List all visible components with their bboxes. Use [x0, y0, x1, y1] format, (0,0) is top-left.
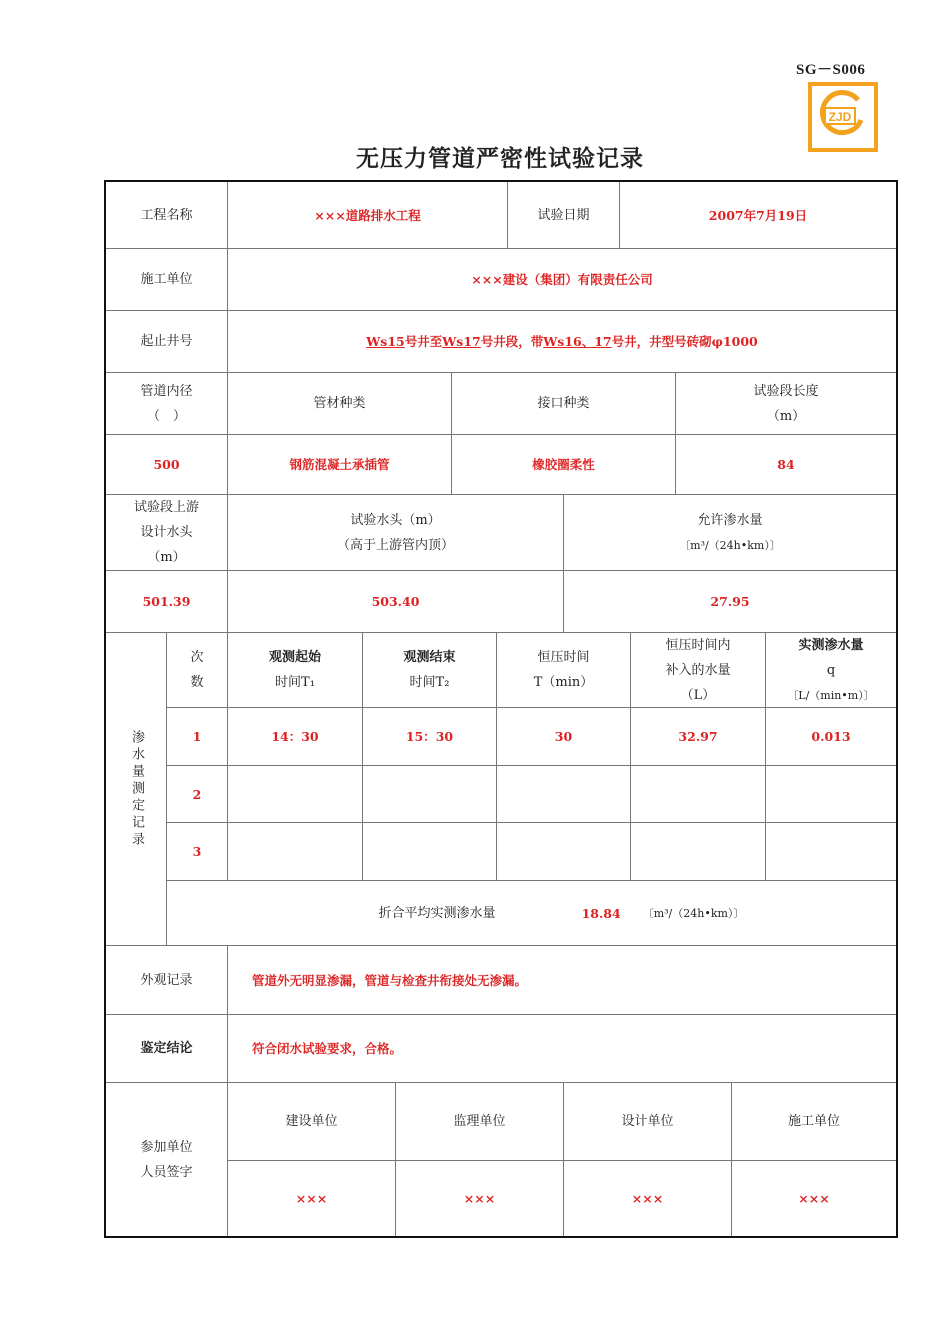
- measured-seepage-header-2: q: [826, 662, 836, 678]
- added-water-header-3: （L）: [680, 687, 716, 703]
- test-length-label: [676, 373, 896, 435]
- construction-unit-label: 施工单位: [106, 249, 228, 311]
- well-middle: Ws16、17: [543, 334, 612, 349]
- times-header-1: 次: [190, 650, 204, 665]
- joint-type-label: 接口种类: [452, 373, 676, 435]
- average-seepage-value: 18.84: [581, 905, 621, 921]
- row-1-constant-time: 30: [497, 708, 631, 766]
- inner-diameter-unit: （ ）: [146, 408, 186, 424]
- row-2-start-time: [228, 766, 363, 823]
- average-seepage-unit: 〔m³/（24h•km）〕: [642, 906, 745, 920]
- average-seepage-label: 折合平均实测渗水量: [378, 905, 496, 921]
- row-1-measured-seepage: 0.013: [766, 708, 896, 766]
- signature-label: [106, 1083, 228, 1236]
- inner-diameter-label: [106, 373, 228, 435]
- test-length-label-text: 试验段长度: [753, 383, 819, 399]
- upstream-head-unit: （m）: [147, 550, 186, 565]
- added-water-header: [631, 633, 766, 708]
- row-2-added-water: [631, 766, 766, 823]
- joint-type-value: 橡胶圈柔性: [452, 435, 676, 495]
- row-1-end-time: 15：30: [363, 708, 497, 766]
- well-number-label: 起止井号: [106, 311, 228, 373]
- added-water-header-1: 恒压时间内: [665, 637, 731, 653]
- test-head-label-text: 试验水头（m）: [350, 512, 441, 528]
- allowed-seepage-label: [564, 495, 896, 571]
- document-code: SG－S006: [796, 62, 866, 78]
- upstream-head-label-1: 试验段上游: [133, 500, 199, 515]
- signature-label-2: 人员签字: [140, 1164, 193, 1180]
- well-text-1: 号井至: [404, 334, 443, 349]
- constant-time-header-2: T（min）: [533, 675, 594, 690]
- row-1-number: 1: [167, 708, 228, 766]
- start-time-header-2: 时间T₁: [275, 675, 315, 690]
- average-seepage-row: [167, 881, 896, 946]
- allowed-seepage-label-text: 允许渗水量: [697, 512, 763, 528]
- constant-time-header: [497, 633, 631, 708]
- start-time-header: [228, 633, 363, 708]
- row-1-start-time: 14：30: [228, 708, 363, 766]
- well-number-value: [228, 311, 896, 373]
- appearance-value: 管道外无明显渗漏，管道与检查井衔接处无渗漏。: [228, 946, 896, 1015]
- upstream-head-label: [106, 495, 228, 571]
- row-2-constant-time: [497, 766, 631, 823]
- sign-unit-1-signer: ×××: [228, 1161, 396, 1236]
- start-time-header-1: 观测起始: [268, 650, 321, 665]
- times-header-2: 数: [190, 675, 204, 690]
- upstream-head-label-2: 设计水头: [140, 525, 193, 540]
- project-name-label: 工程名称: [106, 182, 228, 249]
- allowed-seepage-unit: 〔m³/（24h•km）〕: [679, 538, 781, 552]
- page-title: 无压力管道严密性试验记录: [356, 146, 644, 172]
- added-water-header-2: 补入的水量: [665, 662, 731, 678]
- signature-label-1: 参加单位: [140, 1139, 193, 1155]
- measured-seepage-header: [766, 633, 896, 708]
- pipe-material-label: 管材种类: [228, 373, 452, 435]
- logo-text: ZJD: [828, 110, 852, 124]
- construction-unit-value: ×××建设（集团）有限责任公司: [228, 249, 896, 311]
- sign-unit-4-name: 施工单位: [732, 1083, 896, 1161]
- end-time-header-2: 时间T₂: [409, 675, 450, 690]
- seepage-measure-side-label: [106, 633, 167, 946]
- appearance-label: 外观记录: [106, 946, 228, 1015]
- row-3-measured-seepage: [766, 823, 896, 881]
- project-name-value: ×××道路排水工程: [228, 182, 508, 249]
- test-length-unit: （m）: [766, 408, 806, 424]
- verdict-label: 鉴定结论: [106, 1015, 228, 1083]
- measured-seepage-header-3: 〔L/（min•m）〕: [787, 688, 875, 702]
- allowed-seepage-value: 27.95: [564, 571, 896, 633]
- row-2-number: 2: [167, 766, 228, 823]
- test-length-value: 84: [676, 435, 896, 495]
- end-time-header-1: 观测结束: [403, 650, 456, 665]
- sign-unit-3-signer: ×××: [564, 1161, 732, 1236]
- well-text-2: 号井段，带: [480, 334, 544, 349]
- row-2-measured-seepage: [766, 766, 896, 823]
- row-2-end-time: [363, 766, 497, 823]
- test-head-value: 503.40: [228, 571, 564, 633]
- seepage-measure-side-text: 渗水量测定记录: [129, 729, 144, 849]
- sign-unit-4-signer: ×××: [798, 1191, 830, 1206]
- measured-seepage-header-1: 实测渗水量: [798, 637, 864, 653]
- test-date-value: 2007年7月19日: [620, 182, 896, 249]
- row-3-number: 3: [167, 823, 228, 881]
- test-date-label: 试验日期: [508, 182, 620, 249]
- constant-time-header-1: 恒压时间: [537, 650, 590, 665]
- well-end: Ws17: [442, 334, 481, 349]
- inner-diameter-value: 500: [106, 435, 228, 495]
- sign-unit-1-name: 建设单位: [228, 1083, 396, 1161]
- end-time-header: [363, 633, 497, 708]
- upstream-head-value: 501.39: [106, 571, 228, 633]
- well-text-3: 号井，井型号砖砌φ1000: [611, 334, 758, 349]
- row-1-added-water: 32.97: [631, 708, 766, 766]
- well-start: Ws15: [366, 334, 405, 349]
- test-head-label: [228, 495, 564, 571]
- test-head-sub: （高于上游管内顶）: [336, 537, 454, 553]
- row-3-end-time: [363, 823, 497, 881]
- pipe-material-value: 钢筋混凝土承插管: [228, 435, 452, 495]
- inner-diameter-label-text: 管道内径: [140, 383, 193, 399]
- sign-unit-3-name: 设计单位: [564, 1083, 732, 1161]
- record-table: [104, 180, 898, 1238]
- verdict-value: 符合闭水试验要求，合格。: [228, 1015, 896, 1083]
- row-3-constant-time: [497, 823, 631, 881]
- sign-unit-2-name: 监理单位: [396, 1083, 564, 1161]
- times-header: [167, 633, 228, 708]
- sign-unit-2-signer: ×××: [396, 1161, 564, 1236]
- row-3-added-water: [631, 823, 766, 881]
- row-3-start-time: [228, 823, 363, 881]
